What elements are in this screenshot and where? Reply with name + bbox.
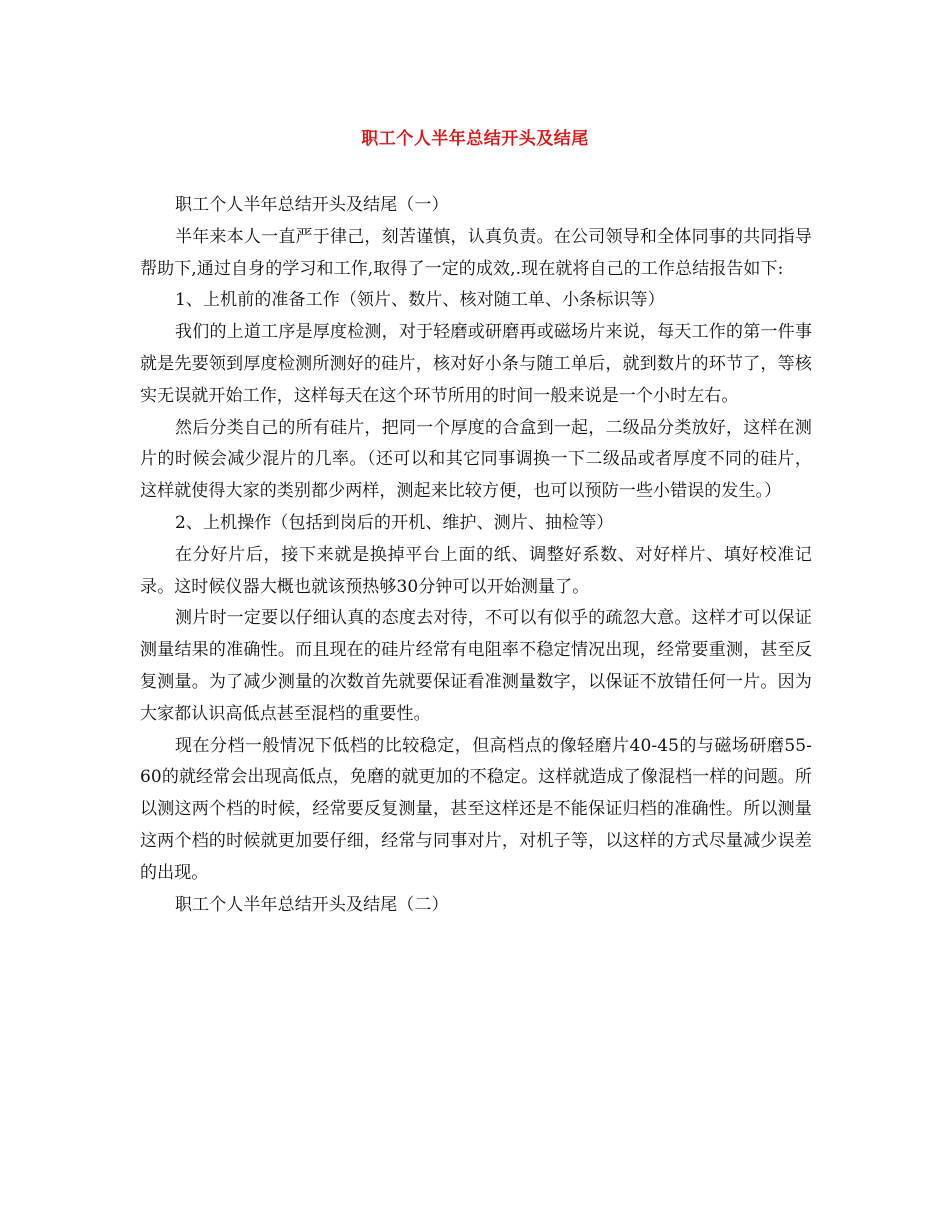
section-heading-1: 职工个人半年总结开头及结尾（一） (175, 195, 449, 215)
document-title: 职工个人半年总结开头及结尾 (361, 129, 589, 149)
body-paragraph: 测片时一定要以仔细认真的态度去对待，不可以有似乎的疏忽大意。这样才可以保证测量结果的准确性。而且现在的硅片经常有电阻率不稳定情况出现，经常要重测，甚至反复测量。为了减少测量的次数首先就要保证看准测量数字，以保证不放错任何一片。因为大家都认识高低点甚至混档的重要性。 (140, 608, 812, 724)
body-paragraph: 在分好片后，接下来就是换掉平台上面的纸、调整好系数、对好样片、填好校准记录。这时候仪器大概也就该预热够30分钟可以开始测量了。 (140, 544, 812, 597)
subsection-heading-1: 1、上机前的准备工作（领片、数片、核对随工单、小条标识等） (175, 290, 665, 311)
document-body (140, 190, 812, 921)
body-paragraph: 现在分档一般情况下低档的比较稳定，但高档点的像轻磨片40-45的与磁场研磨55-60的就经常会出现高低点，免磨的就更加的不稳定。这样就造成了像混档一样的问题。所以测这两个档的时候，经常要反复测量，甚至这样还是不能保证归档的准确性。所以测量这两个档的时候就更加要仔细，经常与同事对片，对机子等，以这样的方式尽量减少误差的出现。 (140, 735, 812, 883)
body-paragraph: 然后分类自己的所有硅片，把同一个厚度的合盒到一起，二级品分类放好，这样在测片的时候会减少混片的几率。（还可以和其它同事调换一下二级品或者厚度不同的硅片，这样就使得大家的类别都少两样，测起来比较方便，也可以预防一些小错误的发生。） (140, 417, 812, 502)
section-heading-2: 职工个人半年总结开头及结尾（二） (175, 894, 449, 915)
body-paragraph: 半年来本人一直严于律己，刻苦谨慎，认真负责。在公司领导和全体同事的共同指导帮助下,通过自身的学习和工作,取得了一定的成效,.现在就将自己的工作总结报告如下: (140, 226, 812, 279)
body-paragraph: 我们的上道工序是厚度检测，对于轻磨或研磨再或磁场片来说，每天工作的第一件事就是先要领到厚度检测所测好的硅片，核对好小条与随工单后，就到数片的环节了，等核实无误就开始工作，这样每天在这个环节所用的时间一般来说是一个小时左右。 (140, 322, 812, 406)
subsection-heading-2: 2、上机操作（包括到岗后的开机、维护、测片、抽检等） (175, 512, 614, 533)
